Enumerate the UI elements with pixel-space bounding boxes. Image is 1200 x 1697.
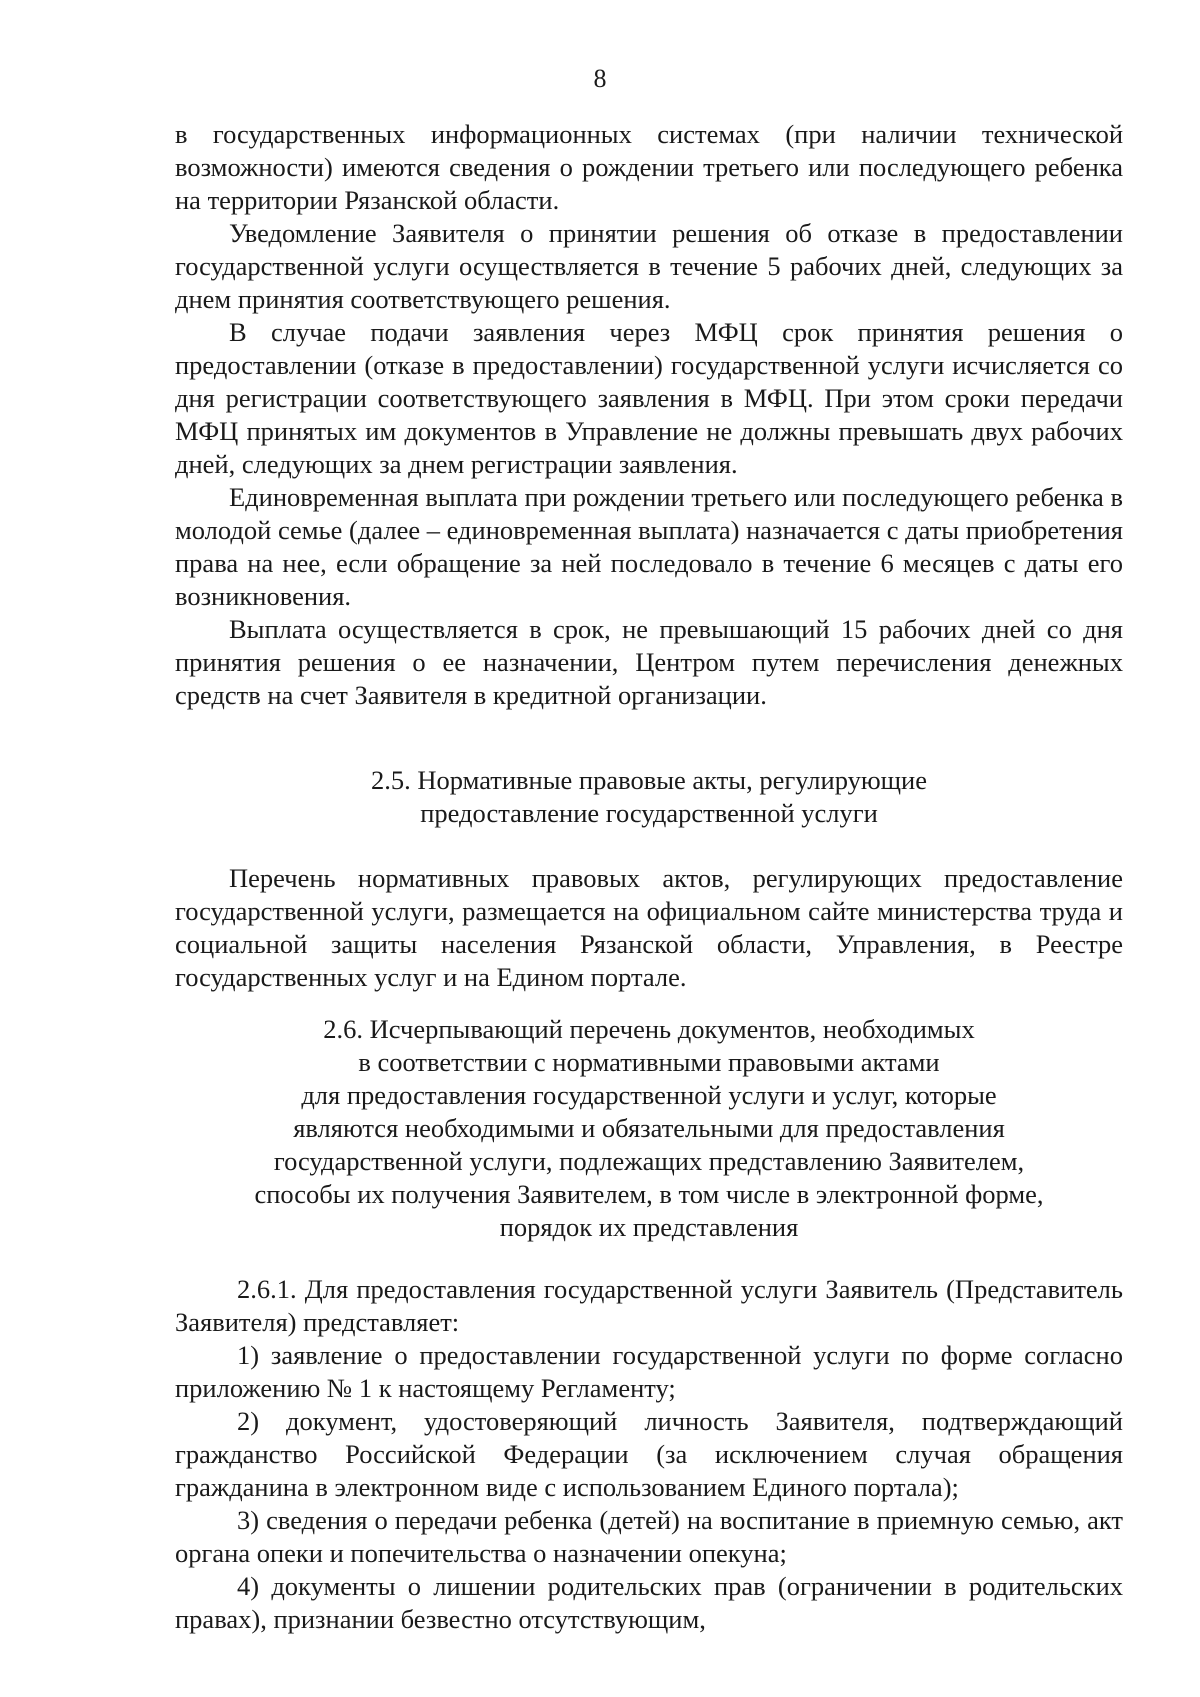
list-item: 3) сведения о передачи ребенка (детей) на воспитание в приемную семью, акт органа опеки и попечительства о назначении опекуна; [175,1505,1123,1568]
heading-line: для предоставления государственной услуги и услуг, которые [301,1080,997,1110]
section-2-6-1-text [175,1273,1123,1636]
list-item: 4) документы о лишении родительских прав (ограничении в родительских правах), признании безвестно отсутствующим, [175,1571,1123,1634]
list-item: 1) заявление о предоставлении государственной услуги по форме согласно приложению № 1 к настоящему Регламенту; [175,1340,1123,1403]
heading-line: порядок их представления [499,1212,799,1242]
paragraph-2-6-1: 2.6.1. Для предоставления государственной услуги Заявитель (Представитель Заявителя) представляет: [175,1274,1123,1337]
paragraph-legal-acts: Перечень нормативных правовых актов, регулирующих предоставление государственной услуги, размещается на официальном сайте министерства труда и социальной защиты населения Рязанской области, Управления, в Реестре государственных услуг и на Едином портале. [175,863,1123,992]
page-number: 8 [593,64,607,93]
section-heading-2-6 [175,1013,1123,1244]
heading-line: являются необходимыми и обязательными для предоставления [293,1113,1005,1143]
section-2-5-text [175,862,1123,994]
paragraph-payment-term: Выплата осуществляется в срок, не превышающий 15 рабочих дней со дня принятия решения о ее назначении, Центром путем перечисления денежных средств на счет Заявителя в кредитной организации. [175,614,1123,710]
heading-line: в соответствии с нормативными правовыми актами [358,1047,940,1077]
heading-line: предоставление государственной услуги [420,798,878,828]
list-item: 2) документ, удостоверяющий личность Заявителя, подтверждающий гражданство Российской Федерации (за исключением случая обращения гражданина в электронном виде с использованием Единого портала); [175,1406,1123,1502]
heading-line: 2.5. Нормативные правовые акты, регулирующие [371,765,927,795]
paragraph-continuation: в государственных информационных системах (при наличии технической возможности) имеются сведения о рождении третьего или последующего ребенка на территории Рязанской области. [175,119,1123,215]
heading-line: государственной услуги, подлежащих представлению Заявителем, [273,1146,1025,1176]
paragraph-mfc-application: В случае подачи заявления через МФЦ срок принятия решения о предоставлении (отказе в предоставлении) государственной услуги исчисляется со дня регистрации соответствующего заявления в МФЦ. При этом сроки передачи МФЦ принятых им документов в Управление не должны превышать двух рабочих дней, следующих за днем регистрации заявления. [175,317,1123,479]
paragraph-one-time-payment: Единовременная выплата при рождении третьего или последующего ребенка в молодой семье (далее – единовременная выплата) назначается с даты приобретения права на нее, если обращение за ней последовало в течение 6 месяцев с даты его возникновения. [175,482,1123,611]
body-text-top [175,118,1123,712]
paragraph-refusal-notice: Уведомление Заявителя о принятии решения об отказе в предоставлении государственной услуги осуществляется в течение 5 рабочих дней, следующих за днем принятия соответствующего решения. [175,218,1123,314]
section-heading-2-5 [175,764,1123,830]
heading-line: способы их получения Заявителем, в том числе в электронной форме, [254,1179,1044,1209]
heading-line: 2.6. Исчерпывающий перечень документов, необходимых [323,1014,975,1044]
